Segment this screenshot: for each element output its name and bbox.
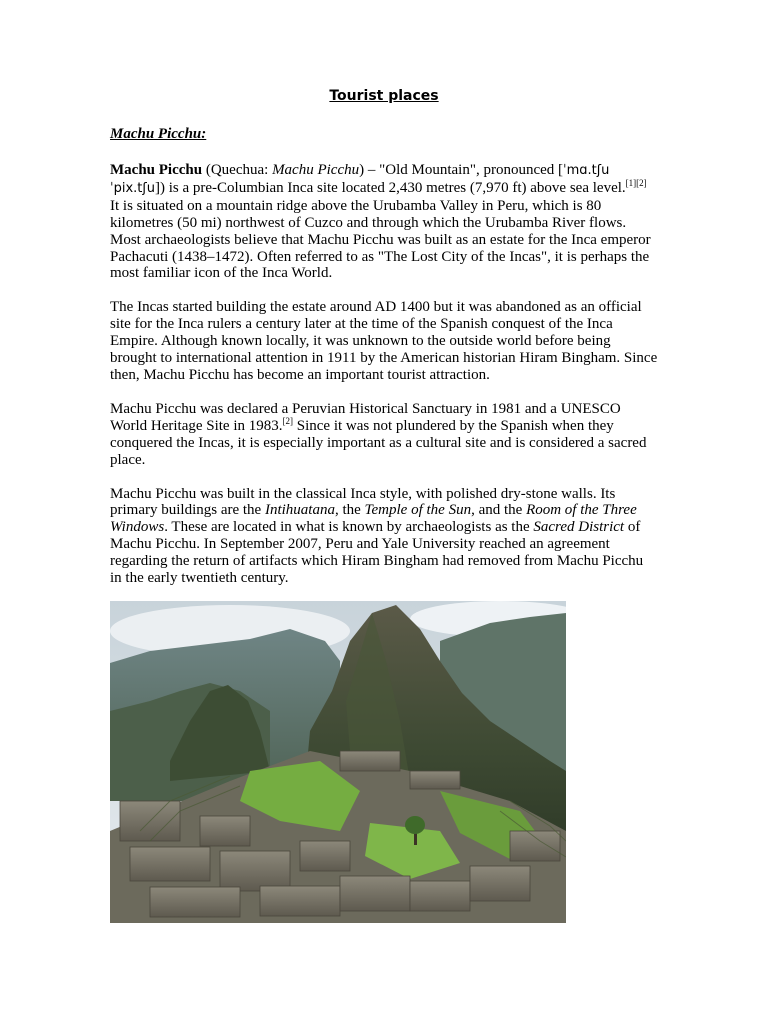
term-temple-of-the-sun: Temple of the Sun (364, 502, 472, 519)
text-run: Machu Picchu was built in the classical Inca style, with polished dry-stone walls. Its primary buildings are the (110, 485, 616, 519)
text-run: ]) is a pre-Columbian Inca site located 2,430 metres (7,970 ft) above sea level. (154, 179, 626, 196)
term-room-of-three-windows: Room of the Three Windows (110, 502, 637, 536)
text-run: , and the (471, 502, 527, 519)
reference-link[interactable]: [1] (625, 177, 637, 188)
section-heading: Machu Picchu: (110, 126, 207, 142)
paragraph-intro (110, 162, 658, 282)
term-intihuatana: Intihuatana (264, 502, 335, 519)
text-run: (Quechua: (202, 162, 273, 178)
text-run: It is situated on a mountain ridge above the Urubamba Valley in Peru, which is 80 kilometres (50 mi) northwest of Cuzco and through which the Urubamba River flows. Most archaeologists believe that Machu Picchu was built as an estate for the Inca emperor Pachacuti (1438–1472). Often referred to as "The Lost City of the Incas", it is perhaps the most familiar icon of the Inca World. (110, 197, 651, 282)
text-run: , the (334, 502, 365, 519)
body-text (110, 162, 658, 604)
text-run: . These are located in what is known by archaeologists as the (164, 519, 534, 536)
text-run: of Machu Picchu. In September 2007, Peru and Yale University reached an agreement regarding the return of artifacts which Hiram Bingham had removed from Machu Picchu in the early twentieth century. (110, 519, 644, 587)
paragraph-architecture (110, 486, 658, 587)
text-run: Machu Picchu was declared a Peruvian Historical Sanctuary in 1981 and a UNESCO World Heritage Site in 1983. (110, 400, 621, 434)
term-sacred-district: Sacred District (533, 519, 625, 536)
paragraph-history: The Incas started building the estate around AD 1400 but it was abandoned as an official site for the Inca rulers a century later at the time of the Spanish conquest of the Inca Empire. Although known locally, it was unknown to the outside world before being brought to international attention in 1911 by the American historian Hiram Bingham. Since then, Machu Picchu has become an important tourist attraction. (110, 299, 658, 383)
machu-picchu-photo (110, 601, 566, 923)
paragraph-heritage (110, 401, 658, 469)
text-run: Since it was not plundered by the Spanish when they conquered the Incas, it is especially important as a cultural site and is considered a sacred place. (110, 417, 647, 468)
quechua-name: Machu Picchu (272, 162, 360, 178)
ipa-pronunciation: ˈmɑ.tʃu ˈpix.tʃu (110, 163, 610, 196)
term-machu-picchu: Machu Picchu (110, 162, 203, 178)
reference-link[interactable]: [2] (636, 177, 647, 188)
reference-link[interactable]: [2] (282, 415, 294, 426)
text-run: ) – "Old Mountain", pronounced [ (359, 162, 564, 178)
page-title: Tourist places (329, 88, 439, 104)
